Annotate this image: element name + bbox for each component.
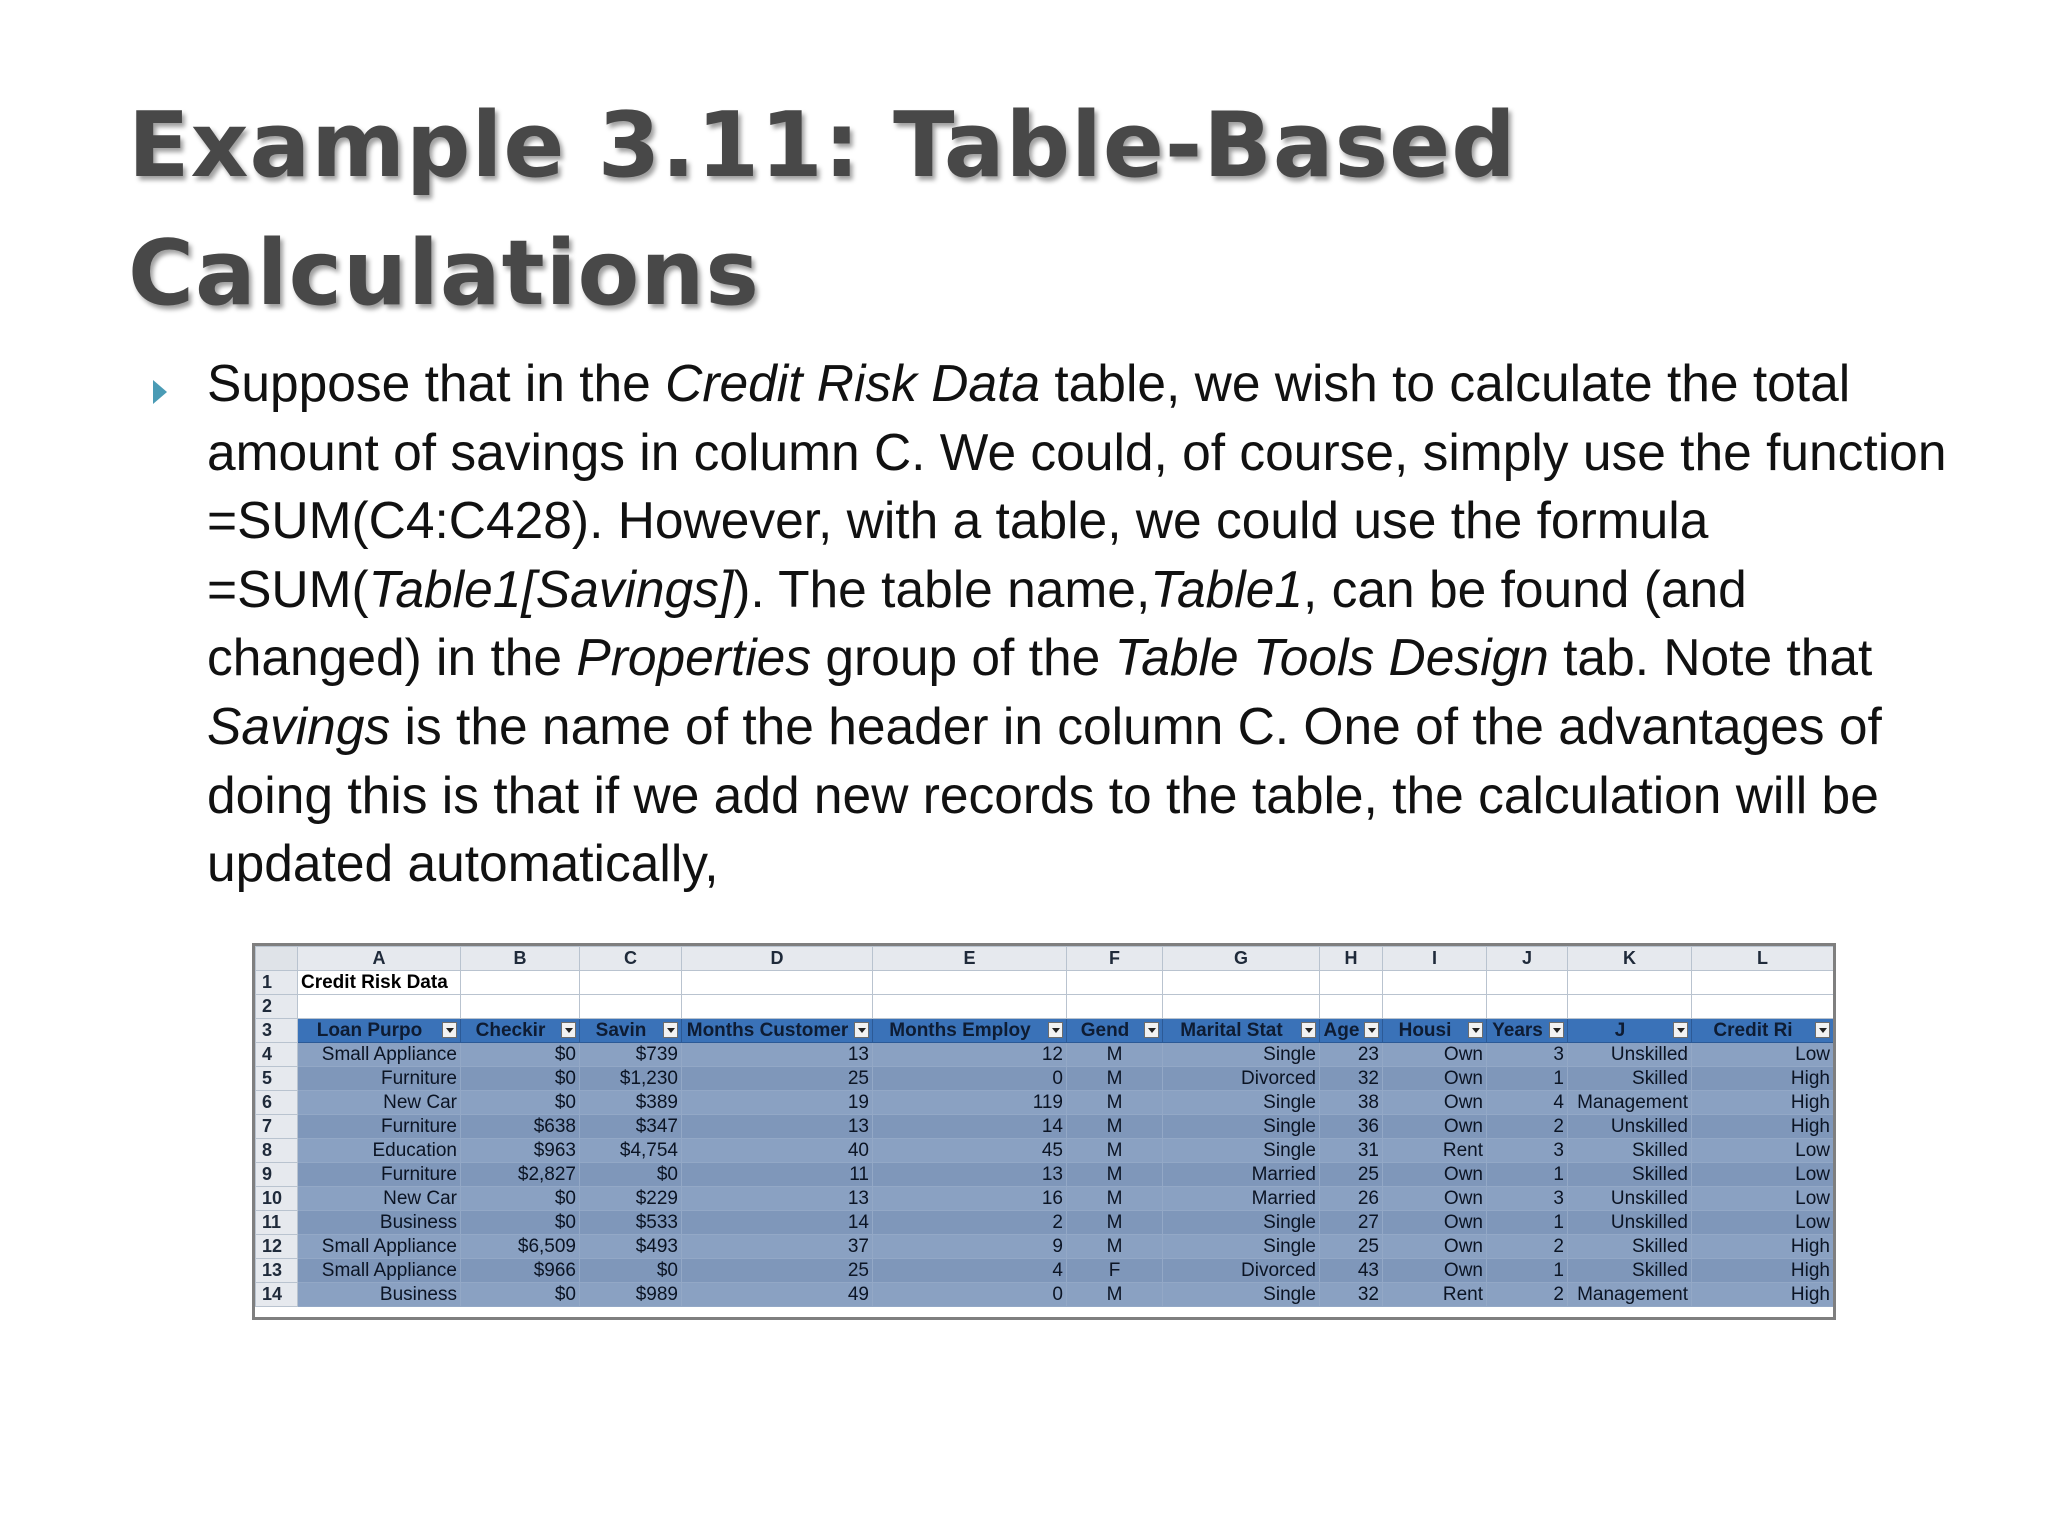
column-header[interactable]: H [1320, 947, 1383, 971]
table-row [256, 1163, 1834, 1187]
table-cell[interactable]: $963 [461, 1139, 580, 1163]
column-header[interactable]: J [1487, 947, 1568, 971]
paragraph-italic: Savings [207, 696, 391, 755]
column-header[interactable]: L [1692, 947, 1834, 971]
table-cell[interactable]: 49 [682, 1283, 873, 1307]
table-cell[interactable]: 2 [1487, 1115, 1568, 1139]
table-cell[interactable]: Education [298, 1139, 461, 1163]
paragraph-italic: Table1 [1150, 559, 1304, 618]
table-cell[interactable]: 9 [873, 1235, 1067, 1259]
table-cell[interactable]: Rent [1383, 1139, 1487, 1163]
table-cell[interactable]: Unskilled [1568, 1187, 1692, 1211]
table-row [256, 1235, 1834, 1259]
table-cell[interactable]: 4 [873, 1259, 1067, 1283]
table-cell[interactable]: 25 [682, 1067, 873, 1091]
table-cell[interactable]: $4,754 [580, 1139, 682, 1163]
table-cell[interactable]: F [1067, 1259, 1163, 1283]
table-row [256, 1139, 1834, 1163]
table-cell[interactable]: 13 [682, 1043, 873, 1067]
table-row [256, 1043, 1834, 1067]
table-cell[interactable]: 3 [1487, 1139, 1568, 1163]
header-label: Age [1323, 1019, 1360, 1041]
table-cell[interactable]: $0 [580, 1163, 682, 1187]
table-cell[interactable]: Own [1383, 1211, 1487, 1235]
table-cell[interactable]: High [1692, 1235, 1834, 1259]
paragraph-italic: Properties [576, 628, 812, 687]
header-label: Credit Ri [1713, 1019, 1793, 1041]
table-cell[interactable]: 13 [873, 1163, 1067, 1187]
filter-dropdown-icon[interactable] [1468, 1022, 1483, 1038]
table-header-row [256, 1019, 1834, 1043]
table-cell[interactable]: M [1067, 1091, 1163, 1115]
cell[interactable] [1568, 971, 1692, 995]
paragraph-text: group of the [811, 628, 1115, 687]
table-cell[interactable]: Small Appliance [298, 1235, 461, 1259]
table-cell[interactable]: 19 [682, 1091, 873, 1115]
cell[interactable] [580, 971, 682, 995]
table-cell[interactable]: $0 [461, 1283, 580, 1307]
column-header[interactable]: F [1067, 947, 1163, 971]
row-header[interactable]: 1 [256, 971, 298, 995]
table-cell[interactable]: Skilled [1568, 1067, 1692, 1091]
table-cell[interactable]: 13 [682, 1115, 873, 1139]
cell[interactable] [1568, 995, 1692, 1019]
table-column-header[interactable] [1568, 1019, 1692, 1043]
table-column-header[interactable] [1383, 1019, 1487, 1043]
column-header[interactable]: E [873, 947, 1067, 971]
table-cell[interactable]: M [1067, 1163, 1163, 1187]
header-label: Months Customer [686, 1019, 849, 1041]
table-cell[interactable]: 25 [1320, 1163, 1383, 1187]
header-label: Months Employ [889, 1019, 1031, 1041]
bullet-paragraph [207, 349, 1967, 898]
row-header[interactable]: 6 [256, 1091, 298, 1115]
cell[interactable] [1487, 995, 1568, 1019]
table-cell[interactable]: 119 [873, 1091, 1067, 1115]
paragraph-text: ). The table name, [733, 559, 1151, 618]
table-cell[interactable]: M [1067, 1043, 1163, 1067]
table-cell[interactable]: 38 [1320, 1091, 1383, 1115]
table-cell[interactable]: Low [1692, 1163, 1834, 1187]
cell-A1[interactable] [298, 971, 461, 995]
cell[interactable] [682, 971, 873, 995]
table-cell[interactable]: 37 [682, 1235, 873, 1259]
table-cell[interactable]: Low [1692, 1043, 1834, 1067]
row-header[interactable]: 8 [256, 1139, 298, 1163]
table-cell[interactable]: $533 [580, 1211, 682, 1235]
header-label: J [1614, 1019, 1626, 1041]
filter-dropdown-icon[interactable] [1815, 1022, 1830, 1038]
table-row [256, 1259, 1834, 1283]
table-cell[interactable]: Skilled [1568, 1163, 1692, 1187]
row-header[interactable]: 11 [256, 1211, 298, 1235]
paragraph-text: tab. Note that [1548, 628, 1873, 687]
filter-dropdown-icon[interactable] [1549, 1022, 1564, 1038]
table-cell[interactable]: High [1692, 1259, 1834, 1283]
table-cell[interactable]: 45 [873, 1139, 1067, 1163]
header-label: Marital Stat [1180, 1019, 1283, 1041]
table-cell[interactable]: 25 [1320, 1235, 1383, 1259]
title-line-2: Calculations [128, 221, 760, 326]
table-cell[interactable]: 14 [873, 1115, 1067, 1139]
table-cell[interactable]: 2 [1487, 1235, 1568, 1259]
table-cell[interactable]: 14 [682, 1211, 873, 1235]
table-cell[interactable]: M [1067, 1187, 1163, 1211]
table-cell[interactable]: M [1067, 1283, 1163, 1307]
table-cell[interactable]: Married [1163, 1163, 1320, 1187]
table-cell[interactable]: Divorced [1163, 1067, 1320, 1091]
sheet-title: Credit Risk Data [301, 971, 448, 993]
table-cell[interactable]: $389 [580, 1091, 682, 1115]
row-header[interactable]: 7 [256, 1115, 298, 1139]
cell[interactable] [461, 971, 580, 995]
column-letter-row [256, 947, 1834, 971]
table-cell[interactable]: 4 [1487, 1091, 1568, 1115]
table-cell[interactable]: Furniture [298, 1115, 461, 1139]
filter-dropdown-icon[interactable] [663, 1022, 678, 1038]
slide-title [128, 82, 1828, 338]
table-cell[interactable]: Low [1692, 1139, 1834, 1163]
table-cell[interactable]: 26 [1320, 1187, 1383, 1211]
table-cell[interactable]: 1 [1487, 1211, 1568, 1235]
table-cell[interactable]: 0 [873, 1067, 1067, 1091]
table-cell[interactable]: Own [1383, 1115, 1487, 1139]
table-cell[interactable]: Divorced [1163, 1259, 1320, 1283]
table-cell[interactable]: $229 [580, 1187, 682, 1211]
table-cell[interactable]: Single [1163, 1115, 1320, 1139]
table-cell[interactable]: M [1067, 1235, 1163, 1259]
header-label: Savin [595, 1019, 647, 1041]
row-header[interactable]: 14 [256, 1283, 298, 1307]
table-cell[interactable]: New Car [298, 1091, 461, 1115]
header-label: Years [1492, 1019, 1543, 1041]
table-column-header[interactable] [298, 1019, 461, 1043]
table-column-header[interactable] [461, 1019, 580, 1043]
table-cell[interactable]: 2 [1487, 1283, 1568, 1307]
table-cell[interactable]: $739 [580, 1043, 682, 1067]
table-cell[interactable]: 3 [1487, 1187, 1568, 1211]
table-cell[interactable]: $0 [461, 1043, 580, 1067]
table-column-header[interactable] [1163, 1019, 1320, 1043]
table-row [256, 1187, 1834, 1211]
table-cell[interactable]: Single [1163, 1211, 1320, 1235]
table-cell[interactable]: $347 [580, 1115, 682, 1139]
table-cell[interactable]: Business [298, 1211, 461, 1235]
table-cell[interactable]: 40 [682, 1139, 873, 1163]
paragraph-text: is the name of the header in column C. One of the advantages of doing this is that if we add new records to the table, the calculation will be updated automatically, [207, 696, 1882, 893]
column-header[interactable]: I [1383, 947, 1487, 971]
filter-dropdown-icon[interactable] [561, 1022, 576, 1038]
table-cell[interactable]: $0 [461, 1091, 580, 1115]
table-cell[interactable]: 2 [873, 1211, 1067, 1235]
sheet-row-1 [256, 971, 1834, 995]
table-cell[interactable]: 1 [1487, 1067, 1568, 1091]
table-cell[interactable]: Own [1383, 1043, 1487, 1067]
table-cell[interactable]: Own [1383, 1091, 1487, 1115]
row-header[interactable]: 4 [256, 1043, 298, 1067]
table-column-header[interactable] [873, 1019, 1067, 1043]
table-cell[interactable]: 12 [873, 1043, 1067, 1067]
cell[interactable] [1163, 995, 1320, 1019]
table-cell[interactable]: Management [1568, 1091, 1692, 1115]
filter-dropdown-icon[interactable] [442, 1022, 457, 1038]
table-cell[interactable]: $0 [461, 1211, 580, 1235]
table-cell[interactable]: Single [1163, 1283, 1320, 1307]
table-cell[interactable]: High [1692, 1091, 1834, 1115]
cell[interactable] [580, 995, 682, 1019]
cell[interactable] [1383, 995, 1487, 1019]
filter-dropdown-icon[interactable] [1144, 1022, 1159, 1038]
table-cell[interactable]: Married [1163, 1187, 1320, 1211]
table-cell[interactable]: $1,230 [580, 1067, 682, 1091]
row-header[interactable]: 2 [256, 995, 298, 1019]
table-column-header[interactable] [1692, 1019, 1834, 1043]
table-cell[interactable]: M [1067, 1115, 1163, 1139]
table-cell[interactable]: 23 [1320, 1043, 1383, 1067]
column-header[interactable]: K [1568, 947, 1692, 971]
table-cell[interactable]: Unskilled [1568, 1211, 1692, 1235]
title-line-1: Example 3.11: Table-Based [128, 93, 1517, 198]
column-header[interactable]: C [580, 947, 682, 971]
table-column-header[interactable] [1487, 1019, 1568, 1043]
sheet-row-2 [256, 995, 1834, 1019]
table-column-header[interactable] [1320, 1019, 1383, 1043]
table-cell[interactable]: $989 [580, 1283, 682, 1307]
table-cell[interactable]: M [1067, 1211, 1163, 1235]
filter-dropdown-icon[interactable] [1048, 1022, 1063, 1038]
table-cell[interactable]: Single [1163, 1091, 1320, 1115]
table-cell[interactable]: Skilled [1568, 1259, 1692, 1283]
cell[interactable] [1692, 971, 1834, 995]
table-row [256, 1211, 1834, 1235]
table-cell[interactable]: 32 [1320, 1067, 1383, 1091]
table-cell[interactable]: Own [1383, 1067, 1487, 1091]
table-cell[interactable]: 43 [1320, 1259, 1383, 1283]
table-cell[interactable]: High [1692, 1283, 1834, 1307]
table-cell[interactable]: 27 [1320, 1211, 1383, 1235]
spreadsheet-screenshot [252, 943, 1836, 1320]
cell[interactable] [1067, 971, 1163, 995]
table-cell[interactable]: Single [1163, 1235, 1320, 1259]
table-cell[interactable]: Own [1383, 1235, 1487, 1259]
row-header[interactable]: 13 [256, 1259, 298, 1283]
filter-dropdown-icon[interactable] [854, 1022, 869, 1038]
column-header[interactable]: G [1163, 947, 1320, 971]
table-cell[interactable]: Single [1163, 1139, 1320, 1163]
table-cell[interactable]: New Car [298, 1187, 461, 1211]
table-cell[interactable]: $6,509 [461, 1235, 580, 1259]
table-cell[interactable]: 1 [1487, 1259, 1568, 1283]
table-cell[interactable]: 16 [873, 1187, 1067, 1211]
table-row [256, 1067, 1834, 1091]
column-header[interactable]: A [298, 947, 461, 971]
table-cell[interactable]: 1 [1487, 1163, 1568, 1187]
paragraph-italic: Credit Risk Data [665, 354, 1041, 412]
header-label: Loan Purpo [316, 1019, 423, 1041]
row-header[interactable]: 5 [256, 1067, 298, 1091]
cell[interactable] [1320, 995, 1383, 1019]
table-cell[interactable]: Furniture [298, 1067, 461, 1091]
column-header[interactable]: D [682, 947, 873, 971]
table-cell[interactable]: 32 [1320, 1283, 1383, 1307]
table-column-header[interactable] [1067, 1019, 1163, 1043]
table-cell[interactable]: Business [298, 1283, 461, 1307]
table-cell[interactable]: Skilled [1568, 1139, 1692, 1163]
table-cell[interactable]: Skilled [1568, 1235, 1692, 1259]
paragraph-italic: Table1[Savings] [368, 559, 734, 618]
header-label: Housi [1398, 1019, 1452, 1041]
filter-dropdown-icon[interactable] [1364, 1022, 1379, 1038]
credit-risk-table [255, 946, 1834, 1307]
table-cell[interactable]: Own [1383, 1187, 1487, 1211]
table-cell[interactable]: $0 [461, 1067, 580, 1091]
cell[interactable] [1067, 995, 1163, 1019]
triangle-bullet-icon [150, 378, 170, 406]
column-header[interactable]: B [461, 947, 580, 971]
table-cell[interactable]: High [1692, 1067, 1834, 1091]
table-cell[interactable]: Rent [1383, 1283, 1487, 1307]
cell[interactable] [461, 995, 580, 1019]
table-cell[interactable]: 11 [682, 1163, 873, 1187]
table-cell[interactable]: M [1067, 1067, 1163, 1091]
table-column-header[interactable] [580, 1019, 682, 1043]
cell[interactable] [1487, 971, 1568, 995]
select-all-corner[interactable] [256, 947, 298, 971]
paragraph-text: , can be found (and changed) in the [207, 559, 1747, 687]
table-cell[interactable]: 25 [682, 1259, 873, 1283]
table-cell[interactable]: $966 [461, 1259, 580, 1283]
table-cell[interactable]: $493 [580, 1235, 682, 1259]
paragraph-text: table, we wish to calculate the total amount of savings in column C. We could, of course, simply use the function =SUM(C4:C428). However, with a table, we could use the formula =SUM( [207, 354, 1947, 618]
cell[interactable] [873, 971, 1067, 995]
table-cell[interactable]: 0 [873, 1283, 1067, 1307]
cell[interactable] [1320, 971, 1383, 995]
table-cell[interactable]: Furniture [298, 1163, 461, 1187]
cell[interactable] [873, 995, 1067, 1019]
cell[interactable] [1692, 995, 1834, 1019]
table-row [256, 1283, 1834, 1307]
table-cell[interactable]: $2,827 [461, 1163, 580, 1187]
table-cell[interactable]: Low [1692, 1187, 1834, 1211]
header-label: Checkir [475, 1019, 546, 1041]
filter-dropdown-icon[interactable] [1673, 1022, 1688, 1038]
table-cell[interactable]: $0 [461, 1187, 580, 1211]
table-cell[interactable]: Unskilled [1568, 1043, 1692, 1067]
row-header[interactable]: 3 [256, 1019, 298, 1043]
table-row [256, 1091, 1834, 1115]
cell[interactable] [1383, 971, 1487, 995]
cell[interactable] [682, 995, 873, 1019]
table-cell[interactable]: Own [1383, 1259, 1487, 1283]
table-cell[interactable]: 13 [682, 1187, 873, 1211]
table-cell[interactable]: Small Appliance [298, 1043, 461, 1067]
row-header[interactable]: 12 [256, 1235, 298, 1259]
table-cell[interactable]: $0 [580, 1259, 682, 1283]
table-cell[interactable]: Low [1692, 1211, 1834, 1235]
row-header[interactable]: 9 [256, 1163, 298, 1187]
table-cell[interactable]: Unskilled [1568, 1115, 1692, 1139]
table-cell[interactable]: 36 [1320, 1115, 1383, 1139]
table-column-header[interactable] [682, 1019, 873, 1043]
table-cell[interactable]: 3 [1487, 1043, 1568, 1067]
table-cell[interactable]: Management [1568, 1283, 1692, 1307]
table-row [256, 1115, 1834, 1139]
table-cell[interactable]: $638 [461, 1115, 580, 1139]
table-cell[interactable]: Small Appliance [298, 1259, 461, 1283]
cell[interactable] [298, 995, 461, 1019]
table-cell[interactable]: Single [1163, 1043, 1320, 1067]
table-cell[interactable]: Own [1383, 1163, 1487, 1187]
table-cell[interactable]: High [1692, 1115, 1834, 1139]
paragraph-text: Suppose that in the [207, 354, 666, 412]
paragraph-italic: Table Tools Design [1114, 628, 1549, 687]
cell[interactable] [1163, 971, 1320, 995]
table-cell[interactable]: 31 [1320, 1139, 1383, 1163]
row-header[interactable]: 10 [256, 1187, 298, 1211]
table-cell[interactable]: M [1067, 1139, 1163, 1163]
header-label: Gend [1080, 1019, 1130, 1041]
filter-dropdown-icon[interactable] [1301, 1022, 1316, 1038]
